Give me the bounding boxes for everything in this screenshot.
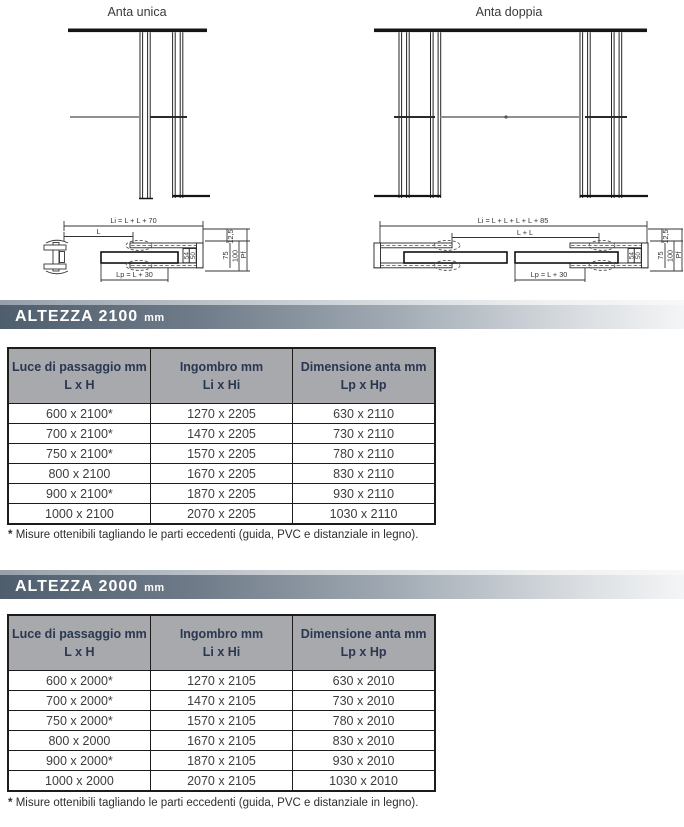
table-cell: 1270 x 2105: [150, 671, 292, 691]
table-cell: 900 x 2100*: [8, 484, 150, 504]
dim-label-125-single: 12,5: [226, 229, 235, 244]
dim-label-li-single: Li = L + L + 70: [110, 216, 157, 225]
table-cell: 900 x 2000*: [8, 751, 150, 771]
table-row: [8, 424, 435, 444]
table-cell: 750 x 2100*: [8, 444, 150, 464]
table-cell: 1570 x 2105: [150, 711, 292, 731]
table-cell: 830 x 2010: [293, 731, 435, 751]
dim-label-lp-double: Lp = L + 30: [530, 270, 568, 280]
col-header-ingombro: [150, 615, 292, 671]
table-row: [8, 484, 435, 504]
section-banner-2000: [0, 570, 684, 599]
table-row: [8, 464, 435, 484]
table-row: [8, 771, 435, 792]
table-cell: 780 x 2110: [293, 444, 435, 464]
table-row: [8, 404, 435, 424]
banner-unit-text: mm: [144, 312, 165, 324]
double-door-elevation: [374, 29, 648, 199]
table-cell: 1000 x 2100: [8, 504, 150, 525]
dim-label-lp-single: Lp = L + 30: [116, 270, 153, 280]
table-cell: 600 x 2000*: [8, 671, 150, 691]
table-cell: 1030 x 2010: [293, 771, 435, 792]
table-cell: 1030 x 2110: [293, 504, 435, 525]
header-line2: L x H: [64, 378, 95, 392]
header-row: [8, 348, 435, 404]
table-row: [8, 751, 435, 771]
header-line1: Ingombro mm: [179, 626, 264, 641]
dim-label-50-double: 50: [634, 252, 642, 260]
header-line1: Dimensione anta mm: [300, 626, 427, 641]
footnote-asterisk: *: [8, 529, 13, 541]
table-row: [8, 504, 435, 525]
col-header-luce-di-passaggio: [8, 348, 150, 404]
technical-drawing: [0, 0, 684, 300]
footnote-text: Misure ottenibili tagliando le parti eccedenti (guida, PVC e distanziale in legno).: [15, 797, 419, 809]
table-cell: 700 x 2000*: [8, 691, 150, 711]
table-cell: 730 x 2010: [293, 691, 435, 711]
table-cell: 750 x 2000*: [8, 711, 150, 731]
header-line1: Luce di passaggio mm: [12, 626, 147, 641]
spec-table-2000: [7, 614, 436, 792]
table-row: [8, 711, 435, 731]
diagram-title-anta-unica: Anta unica: [107, 5, 167, 19]
table-cell: 700 x 2100*: [8, 424, 150, 444]
table-cell: 1870 x 2105: [150, 751, 292, 771]
table-row: [8, 691, 435, 711]
diagrams-area: [0, 0, 684, 300]
table-cell: 780 x 2010: [293, 711, 435, 731]
dim-label-100-single: 100: [230, 249, 240, 263]
dim-label-125-double: 12,5: [661, 229, 670, 244]
banner-title-2100: [15, 308, 165, 326]
table-cell: 630 x 2010: [293, 671, 435, 691]
dim-label-pf-double: Pf: [674, 251, 683, 259]
table-cell: 2070 x 2105: [150, 771, 292, 792]
dim-label-54-double: 54: [628, 252, 636, 260]
banner-title-2000: [15, 578, 165, 596]
header-line1: Ingombro mm: [179, 359, 264, 374]
banner-title-text: ALTEZZA 2100: [15, 308, 139, 325]
table-row: [8, 444, 435, 464]
col-header-ingombro: [150, 348, 292, 404]
table-cell: 1870 x 2205: [150, 484, 292, 504]
table-cell: 1470 x 2105: [150, 691, 292, 711]
spec-table-2100: [7, 347, 436, 525]
table-cell: 1270 x 2205: [150, 404, 292, 424]
door-jamb-profile: [44, 240, 68, 274]
table-cell: 1000 x 2000: [8, 771, 150, 792]
col-header-dimensione-anta: [293, 348, 435, 404]
section-banner-2100: [0, 300, 684, 329]
col-header-luce-di-passaggio: [8, 615, 150, 671]
table-cell: 930 x 2010: [293, 751, 435, 771]
table-cell: 600 x 2100*: [8, 404, 150, 424]
banner-title-text: ALTEZZA 2000: [15, 578, 139, 595]
banner-unit-text: mm: [144, 582, 165, 594]
table-cell: 1570 x 2205: [150, 444, 292, 464]
header-line1: Luce di passaggio mm: [12, 359, 147, 374]
dim-label-l: L: [96, 226, 101, 236]
table-row: [8, 671, 435, 691]
diagram-title-anta-doppia: Anta doppia: [475, 5, 543, 19]
header-row: [8, 615, 435, 671]
dim-label-50-single: 50: [189, 252, 197, 260]
footnote-text: Misure ottenibili tagliando le parti eccedenti (guida, PVC e distanziale in legno).: [15, 529, 419, 541]
header-line2: Lp x Hp: [340, 645, 387, 659]
dim-label-ll: L + L: [516, 227, 534, 237]
table-cell: 630 x 2110: [293, 404, 435, 424]
dim-label-75-double: 75: [656, 251, 665, 260]
table-cell: 800 x 2100: [8, 464, 150, 484]
table-cell: 730 x 2110: [293, 424, 435, 444]
table-cell: 800 x 2000: [8, 731, 150, 751]
table-cell: 1670 x 2205: [150, 464, 292, 484]
dim-label-li-double: Li = L + L + L + L + 85: [477, 216, 549, 225]
table-row: [8, 731, 435, 751]
dim-label-pf-single: Pf: [239, 251, 248, 259]
header-line2: Li x Hi: [202, 645, 241, 659]
table-cell: 1670 x 2105: [150, 731, 292, 751]
header-line2: Lp x Hp: [340, 378, 387, 392]
table-cell: 2070 x 2205: [150, 504, 292, 525]
footnote-2000: [8, 797, 418, 809]
header-line1: Dimensione anta mm: [300, 359, 427, 374]
dim-label-54-single: 54: [183, 252, 191, 260]
table-cell: 930 x 2110: [293, 484, 435, 504]
table-cell: 1470 x 2205: [150, 424, 292, 444]
dim-label-75-single: 75: [221, 251, 230, 260]
footnote-asterisk: *: [8, 797, 13, 809]
header-line2: L x H: [64, 645, 95, 659]
header-line2: Li x Hi: [202, 378, 241, 392]
dim-label-100-double: 100: [665, 249, 675, 263]
col-header-dimensione-anta: [293, 615, 435, 671]
footnote-2100: [8, 529, 418, 541]
table-cell: 830 x 2110: [293, 464, 435, 484]
single-door-elevation: [68, 29, 210, 199]
